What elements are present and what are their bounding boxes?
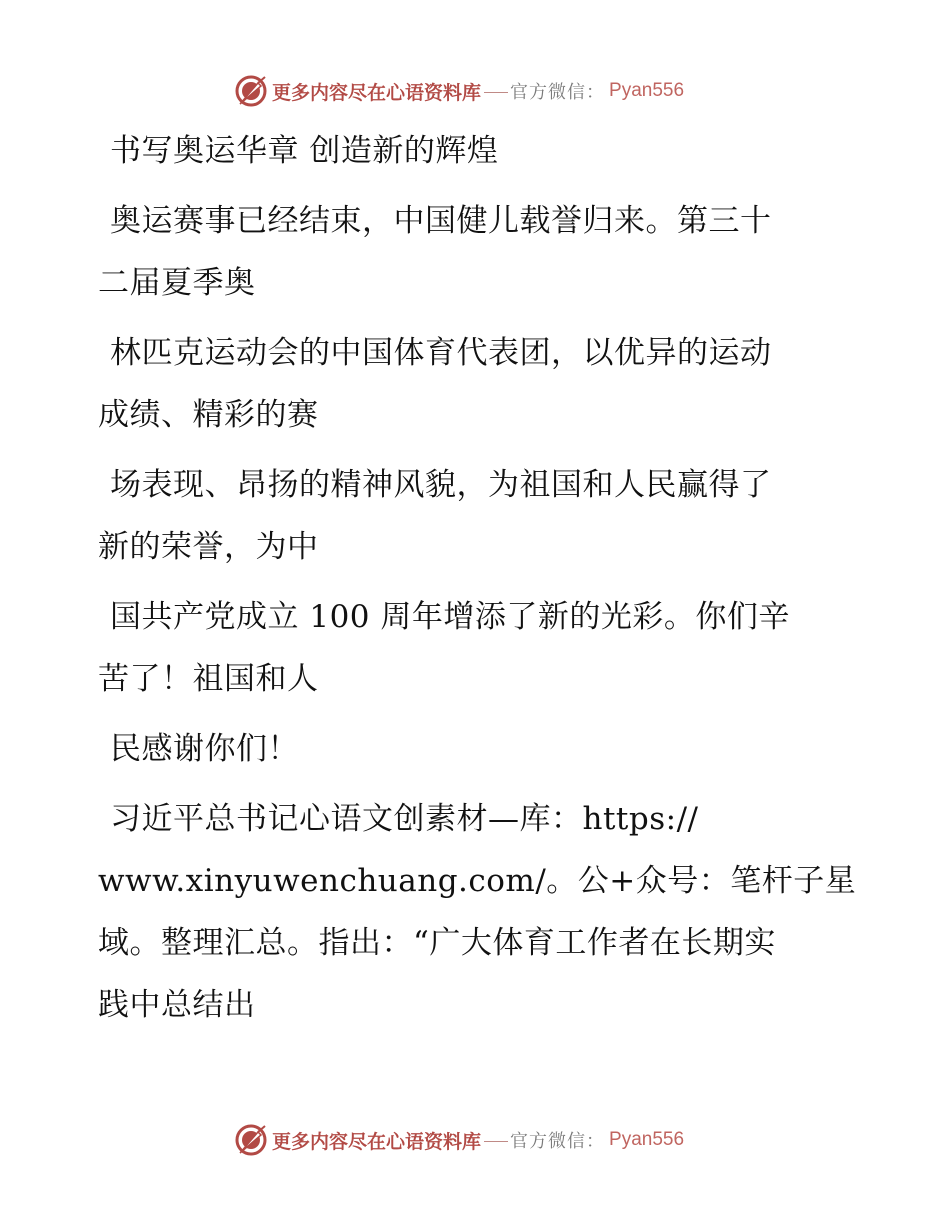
wechat-label: 官方微信：	[510, 82, 606, 103]
paragraph-line: 林匹克运动会的中国体育代表团，以优异的运动	[110, 335, 772, 371]
banner-divider	[484, 1141, 508, 1142]
brand-name: 更多内容尽在心语资料库	[272, 1130, 482, 1153]
paragraph-line: 域。整理汇总。指出：“广大体育工作者在长期实	[98, 925, 776, 961]
article-body	[98, 120, 858, 1036]
paragraph-line: 苦了！祖国和人	[98, 661, 319, 697]
wechat-id: Pyan556	[609, 1129, 685, 1150]
paragraph-line: 成绩、精彩的赛	[98, 397, 319, 433]
wechat-label: 官方微信：	[510, 1131, 606, 1152]
paragraph	[98, 190, 858, 314]
paragraph-line: 国共产党成立 100 周年增添了新的光彩。你们辛	[110, 599, 790, 635]
paragraph-line: 新的荣誉，为中	[98, 529, 319, 565]
wechat-id: Pyan556	[609, 80, 685, 101]
quill-circle-logo-icon	[234, 74, 268, 108]
paragraph-line: 习近平总书记心语文创素材—库：https://	[110, 801, 699, 837]
paragraph-line: 民感谢你们！	[110, 731, 299, 767]
paragraph	[98, 322, 858, 446]
paragraph	[98, 718, 858, 780]
paragraph-line: www.xinyuwenchuang.com/。公+众号：笔杆子星	[98, 863, 857, 899]
paragraph-line: 奥运赛事已经结束，中国健儿载誉归来。第三十	[110, 203, 772, 239]
brand-name: 更多内容尽在心语资料库	[272, 81, 482, 104]
paragraph-line: 二届夏季奥	[98, 265, 256, 301]
paragraph	[98, 788, 858, 1036]
paragraph	[98, 586, 858, 710]
paragraph	[98, 454, 858, 578]
quill-circle-logo-icon	[234, 1123, 268, 1157]
header-banner	[234, 72, 684, 110]
footer-banner	[234, 1121, 684, 1159]
paragraph-line: 场表现、昂扬的精神风貌，为祖国和人民赢得了	[110, 467, 772, 503]
article-title: 书写奥运华章 创造新的辉煌	[110, 133, 499, 169]
banner-divider	[484, 92, 508, 93]
paragraph-line: 践中总结出	[98, 987, 256, 1023]
